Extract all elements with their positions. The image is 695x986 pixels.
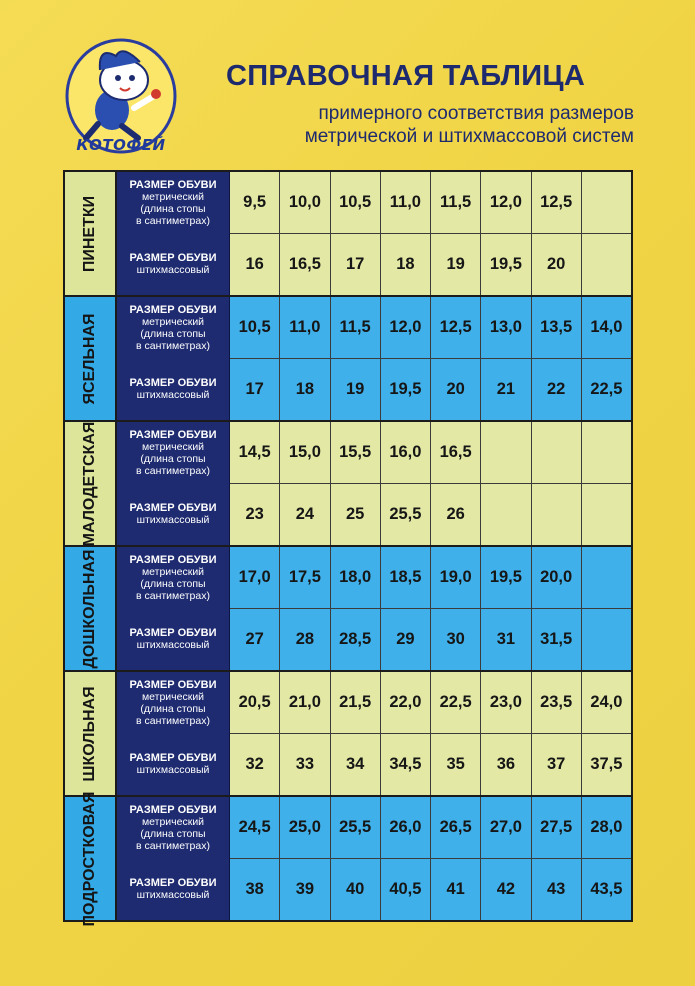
stich-label-line: штихмассовый bbox=[136, 889, 210, 902]
stich-size-cell: 19,5 bbox=[481, 234, 531, 296]
metric-label-line: в сантиметрах) bbox=[135, 464, 210, 477]
stich-label bbox=[117, 609, 230, 671]
metric-size-cell: 10,0 bbox=[280, 172, 330, 234]
metric-size-cell: 20,0 bbox=[532, 547, 582, 609]
stich-size-cell: 42 bbox=[481, 859, 531, 921]
metric-label-line: (длина стопы bbox=[140, 702, 206, 715]
stich-size-cell: 25 bbox=[331, 484, 381, 546]
stich-label-line: РАЗМЕР ОБУВИ bbox=[129, 377, 217, 390]
metric-size-cell: 21,5 bbox=[331, 672, 381, 734]
stich-label-line: РАЗМЕР ОБУВИ bbox=[129, 502, 217, 515]
subtitle-line-1: примерного соответствия размеров bbox=[318, 103, 634, 124]
stich-size-cell: 32 bbox=[230, 734, 280, 796]
metric-size-cell: 12,5 bbox=[431, 297, 481, 359]
stich-size-cell: 35 bbox=[431, 734, 481, 796]
stich-label-line: штихмассовый bbox=[136, 514, 210, 527]
stich-label-line: штихмассовый bbox=[136, 764, 210, 777]
stich-size-cell: 41 bbox=[431, 859, 481, 921]
category-cell bbox=[65, 297, 117, 420]
metric-size-cell: 16,5 bbox=[431, 422, 481, 484]
metric-size-cell: 26,5 bbox=[431, 797, 481, 859]
metric-size-cell: 12,5 bbox=[532, 172, 582, 234]
category-label: ЯСЕЛЬНАЯ bbox=[81, 312, 98, 405]
metric-size-cell: 17,5 bbox=[280, 547, 330, 609]
metric-size-cell: 21,0 bbox=[280, 672, 330, 734]
metric-size-cell: 25,0 bbox=[280, 797, 330, 859]
stich-label-line: штихмассовый bbox=[136, 264, 210, 277]
stich-size-cell bbox=[532, 484, 582, 546]
size-group bbox=[65, 297, 631, 422]
metric-label bbox=[117, 297, 230, 359]
category-label: МАЛОДЕТСКАЯ bbox=[81, 421, 98, 546]
stich-size-cell: 20 bbox=[532, 234, 582, 296]
metric-label bbox=[117, 797, 230, 859]
category-cell bbox=[65, 422, 117, 545]
metric-row bbox=[117, 422, 631, 484]
stich-size-cell: 27 bbox=[230, 609, 280, 671]
metric-label-line: метрический bbox=[141, 565, 205, 578]
metric-label-line: метрический bbox=[141, 815, 205, 828]
metric-size-cell: 27,0 bbox=[481, 797, 531, 859]
metric-label bbox=[117, 547, 230, 609]
metric-label-line: в сантиметрах) bbox=[135, 589, 210, 602]
stich-size-cell: 16,5 bbox=[280, 234, 330, 296]
stich-size-cell bbox=[582, 484, 631, 546]
stich-size-cell: 17 bbox=[331, 234, 381, 296]
category-cell bbox=[65, 672, 117, 795]
stich-size-cell: 18 bbox=[381, 234, 431, 296]
metric-size-cell: 22,0 bbox=[381, 672, 431, 734]
metric-size-cell: 22,5 bbox=[431, 672, 481, 734]
stich-size-cell: 39 bbox=[280, 859, 330, 921]
metric-size-cell bbox=[582, 422, 631, 484]
metric-size-cell bbox=[481, 422, 531, 484]
stich-label bbox=[117, 234, 230, 296]
size-group bbox=[65, 791, 631, 926]
metric-label-line: РАЗМЕР ОБУВИ bbox=[129, 803, 217, 816]
metric-size-cell: 19,5 bbox=[481, 547, 531, 609]
subtitle-line-2: метрической и штихмассовой систем bbox=[304, 126, 634, 147]
metric-label bbox=[117, 422, 230, 484]
metric-size-cell: 20,5 bbox=[230, 672, 280, 734]
metric-label-line: (длина стопы bbox=[140, 452, 206, 465]
stich-size-cell: 24 bbox=[280, 484, 330, 546]
metric-label-line: метрический bbox=[141, 690, 205, 703]
stich-size-cell: 19 bbox=[431, 234, 481, 296]
metric-row bbox=[117, 297, 631, 359]
size-group bbox=[65, 172, 631, 297]
metric-label-line: в сантиметрах) bbox=[135, 214, 210, 227]
stich-size-cell: 40 bbox=[331, 859, 381, 921]
metric-size-cell: 14,0 bbox=[582, 297, 631, 359]
metric-label-line: метрический bbox=[141, 440, 205, 453]
stich-label-line: штихмассовый bbox=[136, 639, 210, 652]
metric-size-cell: 24,5 bbox=[230, 797, 280, 859]
stich-row bbox=[117, 484, 631, 546]
metric-label-line: (длина стопы bbox=[140, 202, 206, 215]
stich-size-cell: 29 bbox=[381, 609, 431, 671]
stich-size-cell: 17 bbox=[230, 359, 280, 421]
page-subtitle bbox=[226, 102, 634, 148]
metric-size-cell: 25,5 bbox=[331, 797, 381, 859]
stich-size-cell bbox=[582, 609, 631, 671]
category-label: ДОШКОЛЬНАЯ bbox=[81, 548, 98, 669]
stich-label-line: РАЗМЕР ОБУВИ bbox=[129, 752, 217, 765]
metric-size-cell: 27,5 bbox=[532, 797, 582, 859]
metric-size-cell: 13,5 bbox=[532, 297, 582, 359]
stich-size-cell: 43 bbox=[532, 859, 582, 921]
metric-label-line: (длина стопы bbox=[140, 827, 206, 840]
stich-row bbox=[117, 859, 631, 921]
metric-label-line: РАЗМЕР ОБУВИ bbox=[129, 678, 217, 691]
stich-size-cell: 16 bbox=[230, 234, 280, 296]
stich-size-cell: 20 bbox=[431, 359, 481, 421]
category-label: ПОДРОСТКОВАЯ bbox=[81, 791, 98, 926]
size-group bbox=[65, 547, 631, 672]
logo-text: КОТОФЕЙ bbox=[76, 136, 166, 154]
stich-size-cell: 33 bbox=[280, 734, 330, 796]
size-table bbox=[63, 170, 633, 926]
metric-label-line: РАЗМЕР ОБУВИ bbox=[129, 553, 217, 566]
metric-size-cell: 18,0 bbox=[331, 547, 381, 609]
category-label: ПИНЕТКИ bbox=[81, 195, 98, 272]
metric-size-cell: 13,0 bbox=[481, 297, 531, 359]
metric-size-cell: 28,0 bbox=[582, 797, 631, 859]
stich-size-cell: 19,5 bbox=[381, 359, 431, 421]
stich-size-cell: 28 bbox=[280, 609, 330, 671]
metric-size-cell: 11,5 bbox=[331, 297, 381, 359]
stich-size-cell: 30 bbox=[431, 609, 481, 671]
stich-label-line: штихмассовый bbox=[136, 389, 210, 402]
stich-size-cell: 23 bbox=[230, 484, 280, 546]
stich-row bbox=[117, 234, 631, 296]
stich-row bbox=[117, 359, 631, 421]
metric-size-cell: 12,0 bbox=[481, 172, 531, 234]
metric-row bbox=[117, 547, 631, 609]
metric-label-line: метрический bbox=[141, 315, 205, 328]
metric-row bbox=[117, 797, 631, 859]
stich-row bbox=[117, 609, 631, 671]
stich-size-cell: 34 bbox=[331, 734, 381, 796]
metric-label-line: (длина стопы bbox=[140, 327, 206, 340]
metric-label-line: (длина стопы bbox=[140, 577, 206, 590]
stich-label bbox=[117, 484, 230, 546]
category-cell bbox=[65, 547, 117, 670]
metric-size-cell: 12,0 bbox=[381, 297, 431, 359]
metric-size-cell: 10,5 bbox=[331, 172, 381, 234]
metric-label-line: РАЗМЕР ОБУВИ bbox=[129, 428, 217, 441]
stich-label-line: РАЗМЕР ОБУВИ bbox=[129, 252, 217, 265]
stich-size-cell: 31,5 bbox=[532, 609, 582, 671]
category-cell bbox=[65, 172, 117, 295]
stich-size-cell: 18 bbox=[280, 359, 330, 421]
page-title: СПРАВОЧНАЯ ТАБЛИЦА bbox=[226, 60, 586, 92]
stich-size-cell: 22 bbox=[532, 359, 582, 421]
metric-size-cell: 18,5 bbox=[381, 547, 431, 609]
metric-label-line: в сантиметрах) bbox=[135, 339, 210, 352]
metric-label-line: РАЗМЕР ОБУВИ bbox=[129, 303, 217, 316]
metric-row bbox=[117, 172, 631, 234]
metric-label-line: РАЗМЕР ОБУВИ bbox=[129, 178, 217, 191]
size-group bbox=[65, 422, 631, 547]
metric-label-line: метрический bbox=[141, 190, 205, 203]
stich-size-cell: 21 bbox=[481, 359, 531, 421]
metric-size-cell: 24,0 bbox=[582, 672, 631, 734]
stich-size-cell: 28,5 bbox=[331, 609, 381, 671]
stich-label bbox=[117, 859, 230, 921]
metric-size-cell: 19,0 bbox=[431, 547, 481, 609]
stich-size-cell: 37 bbox=[532, 734, 582, 796]
metric-size-cell: 15,5 bbox=[331, 422, 381, 484]
stich-size-cell: 36 bbox=[481, 734, 531, 796]
stich-size-cell: 43,5 bbox=[582, 859, 631, 921]
metric-size-cell: 23,5 bbox=[532, 672, 582, 734]
metric-label bbox=[117, 672, 230, 734]
metric-size-cell: 26,0 bbox=[381, 797, 431, 859]
stich-size-cell: 40,5 bbox=[381, 859, 431, 921]
stich-label-line: РАЗМЕР ОБУВИ bbox=[129, 877, 217, 890]
metric-label bbox=[117, 172, 230, 234]
metric-size-cell: 16,0 bbox=[381, 422, 431, 484]
stich-row bbox=[117, 734, 631, 796]
metric-size-cell bbox=[532, 422, 582, 484]
metric-size-cell: 17,0 bbox=[230, 547, 280, 609]
metric-label-line: в сантиметрах) bbox=[135, 839, 210, 852]
stich-size-cell bbox=[481, 484, 531, 546]
metric-size-cell: 11,0 bbox=[280, 297, 330, 359]
category-cell bbox=[65, 791, 117, 926]
stich-size-cell: 22,5 bbox=[582, 359, 631, 421]
stich-size-cell: 25,5 bbox=[381, 484, 431, 546]
metric-size-cell: 11,5 bbox=[431, 172, 481, 234]
stich-size-cell: 19 bbox=[331, 359, 381, 421]
stich-label-line: РАЗМЕР ОБУВИ bbox=[129, 627, 217, 640]
metric-size-cell bbox=[582, 547, 631, 609]
stich-size-cell: 34,5 bbox=[381, 734, 431, 796]
stich-label bbox=[117, 359, 230, 421]
size-group bbox=[65, 672, 631, 797]
metric-row bbox=[117, 672, 631, 734]
category-label: ШКОЛЬНАЯ bbox=[81, 685, 98, 782]
metric-size-cell: 14,5 bbox=[230, 422, 280, 484]
stich-size-cell: 31 bbox=[481, 609, 531, 671]
stich-size-cell bbox=[582, 234, 631, 296]
stich-label bbox=[117, 734, 230, 796]
stich-size-cell: 26 bbox=[431, 484, 481, 546]
stich-size-cell: 37,5 bbox=[582, 734, 631, 796]
metric-size-cell bbox=[582, 172, 631, 234]
metric-size-cell: 11,0 bbox=[381, 172, 431, 234]
metric-size-cell: 10,5 bbox=[230, 297, 280, 359]
metric-size-cell: 23,0 bbox=[481, 672, 531, 734]
metric-size-cell: 15,0 bbox=[280, 422, 330, 484]
stich-size-cell: 38 bbox=[230, 859, 280, 921]
metric-label-line: в сантиметрах) bbox=[135, 714, 210, 727]
metric-size-cell: 9,5 bbox=[230, 172, 280, 234]
